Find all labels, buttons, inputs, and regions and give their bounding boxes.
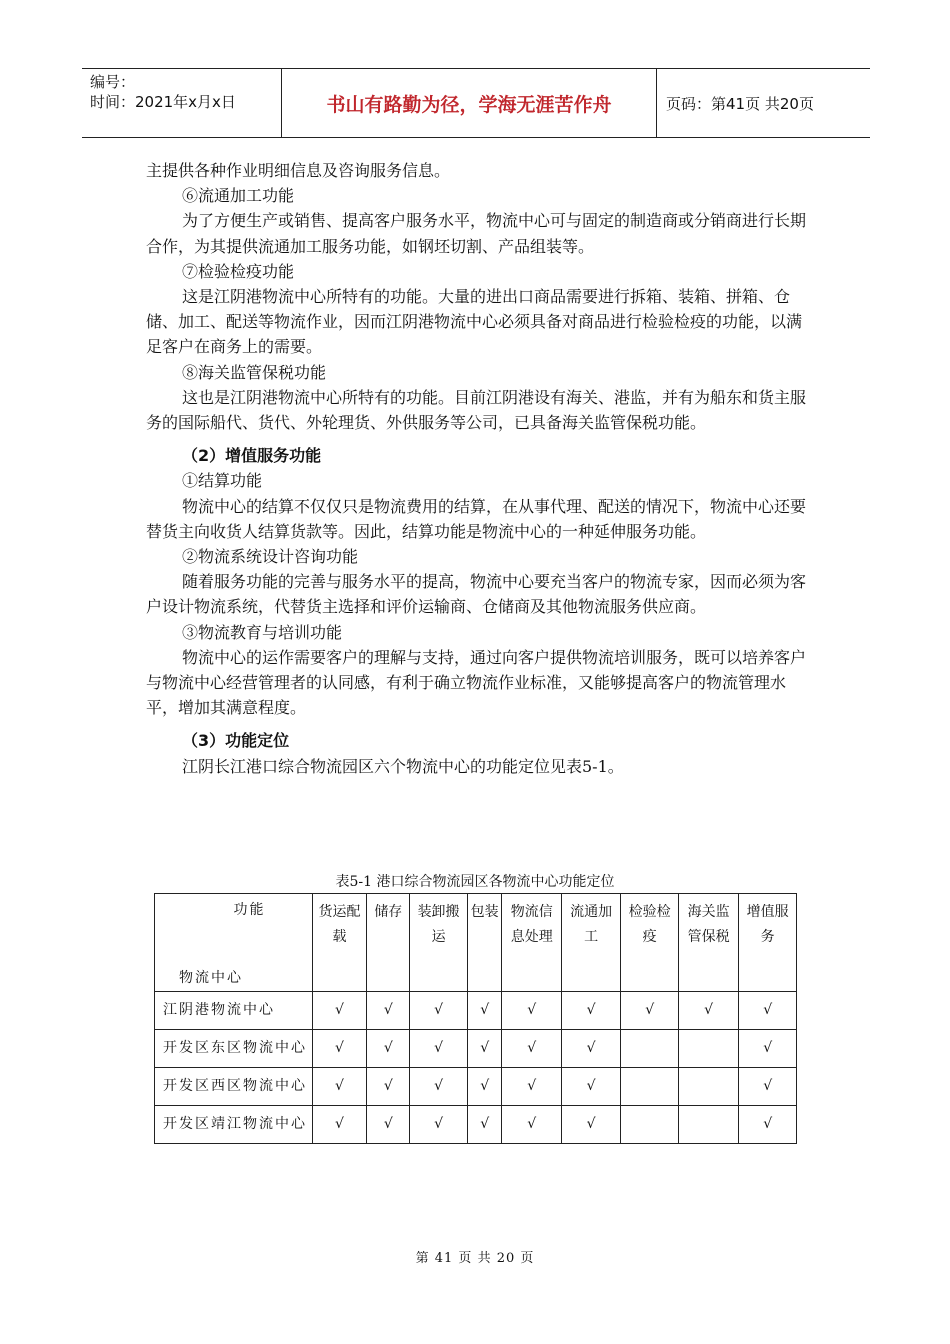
check-cell: √ [367, 1106, 410, 1144]
section-heading: （3）功能定位 [182, 731, 290, 751]
column-header: 货运配载 [312, 894, 367, 992]
corner-top-label: 功能 [233, 902, 266, 918]
check-cell: √ [678, 992, 738, 1030]
table-row [155, 1068, 797, 1106]
row-name: 开发区东区物流中心 [155, 1030, 313, 1068]
code-label: 编号： [90, 73, 136, 91]
paragraph: 这是江阴港物流中心所特有的功能。大量的进出口商品需要进行拆箱、装箱、拼箱、仓储、加工、配送等物流作业，因而江阴港物流中心必须具备对商品进行检验检疫的功能，以满足客户在商务上的需要。 [146, 287, 803, 357]
check-cell: √ [739, 1068, 797, 1106]
row-name: 江阴港物流中心 [155, 992, 313, 1030]
paragraph: ⑧海关监管保税功能 [182, 362, 327, 382]
check-cell: √ [367, 1068, 410, 1106]
check-cell: √ [561, 1068, 620, 1106]
check-cell: √ [467, 1068, 502, 1106]
check-cell: √ [312, 992, 367, 1030]
check-cell: √ [410, 1030, 468, 1068]
paragraph: ⑦检验检疫功能 [182, 261, 295, 281]
check-cell: √ [467, 992, 502, 1030]
table-caption: 表5-1 港口综合物流园区各物流中心功能定位 [335, 874, 615, 890]
corner-bottom-label: 物流中心 [179, 970, 243, 986]
function-table [154, 893, 797, 1144]
check-cell: √ [502, 1030, 561, 1068]
paragraph: 物流中心的结算不仅仅只是物流费用的结算，在从事代理、配送的情况下，物流中心还要替货主向收货人结算货款等。因此，结算功能是物流中心的一种延伸服务功能。 [146, 496, 807, 541]
section-heading: （2）增值服务功能 [182, 446, 322, 466]
check-cell: √ [410, 1106, 468, 1144]
check-cell: √ [410, 1068, 468, 1106]
check-cell: √ [561, 1030, 620, 1068]
check-cell: √ [561, 992, 620, 1030]
check-cell: √ [312, 1068, 367, 1106]
date-label: 时间：2021年x月x日 [90, 93, 236, 111]
check-cell: √ [367, 992, 410, 1030]
check-cell: √ [739, 1106, 797, 1144]
table-row [155, 1106, 797, 1144]
check-cell: √ [367, 1030, 410, 1068]
column-header: 检验检疫 [621, 894, 679, 992]
check-cell: √ [467, 1030, 502, 1068]
paragraph: 江阴长江港口综合物流园区六个物流中心的功能定位见表5-1。 [182, 756, 624, 776]
page-footer: 第 41 页 共 20 页 [415, 1251, 535, 1266]
paragraph: 随着服务功能的完善与服务水平的提高，物流中心要充当客户的物流专家，因而必须为客户设计物流系统，代替货主选择和评价运输商、仓储商及其他物流服务供应商。 [146, 572, 807, 617]
check-cell: √ [621, 992, 679, 1030]
column-header: 海关监管保税 [678, 894, 738, 992]
header-motto: 书山有路勤为径，学海无涯苦作舟 [282, 69, 657, 137]
paragraph: 为了方便生产或销售、提高客户服务水平，物流中心可与固定的制造商或分销商进行长期合作，为其提供流通加工服务功能，如钢坯切割、产品组装等。 [146, 211, 807, 256]
table-row [155, 1030, 797, 1068]
paragraph: 这也是江阴港物流中心所特有的功能。目前江阴港设有海关、港监，并有为船东和货主服务的国际船代、货代、外轮理货、外供服务等公司，已具备海关监管保税功能。 [146, 387, 807, 433]
check-cell: √ [502, 1106, 561, 1144]
row-name: 开发区西区物流中心 [155, 1068, 313, 1106]
table-header-row [155, 894, 797, 992]
check-cell: √ [739, 992, 797, 1030]
page-header [82, 68, 870, 138]
check-cell [621, 1068, 679, 1106]
check-cell: √ [312, 1030, 367, 1068]
column-header: 增值服务 [739, 894, 797, 992]
paragraph: 主提供各种作业明细信息及咨询服务信息。 [146, 161, 451, 180]
paragraph: ①结算功能 [182, 471, 263, 491]
check-cell: √ [502, 1068, 561, 1106]
check-cell [621, 1030, 679, 1068]
check-cell: √ [312, 1106, 367, 1144]
header-meta [82, 69, 282, 137]
column-header: 流通加工 [561, 894, 620, 992]
check-cell: √ [739, 1030, 797, 1068]
row-name: 开发区靖江物流中心 [155, 1106, 313, 1144]
check-cell [621, 1106, 679, 1144]
header-page-info: 页码：第41页 共20页 [666, 94, 814, 113]
check-cell: √ [561, 1106, 620, 1144]
paragraph: 物流中心的运作需要客户的理解与支持，通过向客户提供物流培训服务，既可以培养客户与物流中心经营管理者的认同感，有利于确立物流作业标准，又能够提高客户的物流管理水平，增加其满意程度。 [146, 647, 807, 718]
table-row [155, 992, 797, 1030]
check-cell: √ [410, 992, 468, 1030]
column-header: 物流信息处理 [502, 894, 561, 992]
check-cell [678, 1068, 738, 1106]
check-cell [678, 1030, 738, 1068]
body-text [146, 158, 806, 779]
paragraph: ②物流系统设计咨询功能 [182, 547, 359, 567]
column-header: 装卸搬运 [410, 894, 468, 992]
column-header: 储存 [367, 894, 410, 992]
check-cell [678, 1106, 738, 1144]
check-cell: √ [467, 1106, 502, 1144]
paragraph: ③物流教育与培训功能 [182, 622, 343, 642]
check-cell: √ [502, 992, 561, 1030]
paragraph: ⑥流通加工功能 [182, 186, 295, 206]
column-header: 包装 [467, 894, 502, 992]
table-corner-cell [155, 894, 313, 992]
